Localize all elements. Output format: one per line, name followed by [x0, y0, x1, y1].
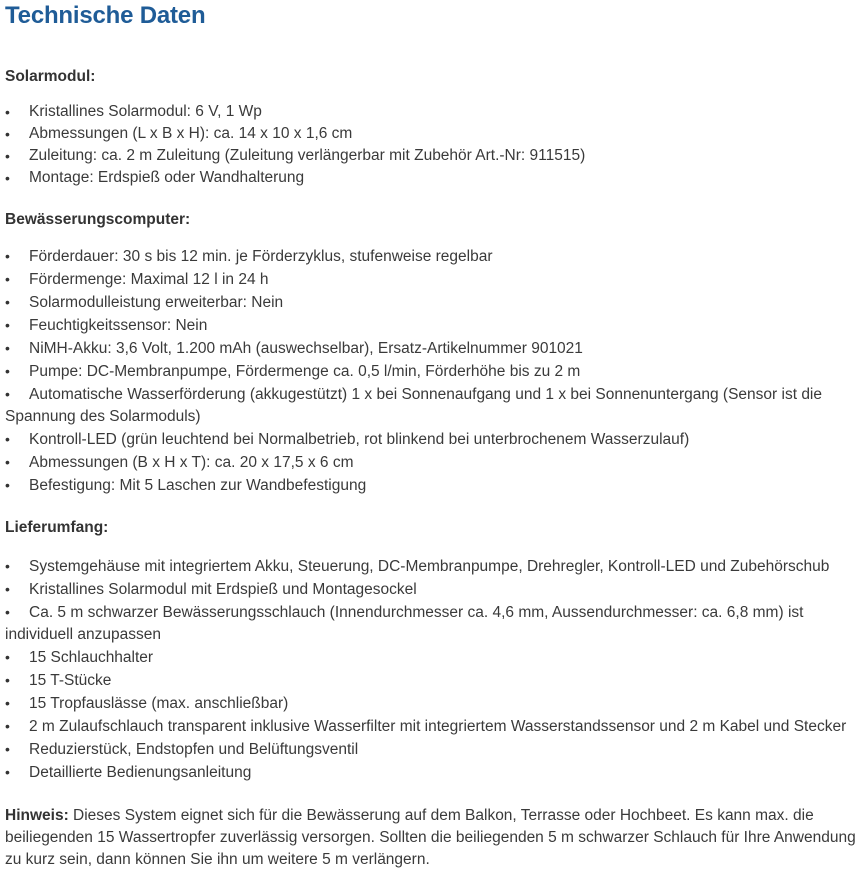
list-item: • 15 Tropfauslässe (max. anschließbar): [5, 692, 864, 715]
list-item: • Feuchtigkeitssensor: Nein: [5, 314, 864, 337]
list-item: • Abmessungen (B x H x T): ca. 20 x 17,5 x 6 cm: [5, 451, 864, 474]
bullet-icon: •: [5, 386, 10, 402]
bullet-icon: •: [5, 672, 10, 688]
bullet-icon: •: [5, 581, 10, 597]
bullet-icon: •: [5, 340, 10, 356]
bullet-icon: •: [5, 604, 10, 620]
lieferumfang-list: [5, 555, 864, 784]
list-item: • 15 T-Stücke: [5, 669, 864, 692]
bullet-icon: •: [5, 126, 10, 142]
hint-label: Hinweis:: [5, 807, 69, 824]
bullet-icon: •: [5, 741, 10, 757]
list-item: • Montage: Erdspieß oder Wandhalterung: [5, 167, 864, 189]
hint-paragraph: [5, 805, 864, 871]
bullet-icon: •: [5, 718, 10, 734]
list-item: • 2 m Zulaufschlauch transparent inklusive Wasserfilter mit integriertem Wasserstandssensor und 2 m Kabel und Stecker: [5, 715, 864, 738]
bullet-icon: •: [5, 695, 10, 711]
list-item: • Ca. 5 m schwarzer Bewässerungsschlauch (Innendurchmesser ca. 4,6 mm, Aussendurchmesser: ca. 6,8 mm) ist individuell anzupassen: [5, 601, 864, 646]
section-heading-bewaesserungscomputer: Bewässerungscomputer:: [5, 211, 191, 228]
list-item: • NiMH-Akku: 3,6 Volt, 1.200 mAh (auswechselbar), Ersatz-Artikelnummer 901021: [5, 337, 864, 360]
list-item: • Automatische Wasserförderung (akkugestützt) 1 x bei Sonnenaufgang und 1 x bei Sonnenuntergang (Sensor ist die Spannung des Solarmoduls): [5, 383, 864, 428]
list-item: • Solarmodulleistung erweiterbar: Nein: [5, 291, 864, 314]
list-item: • Kontroll-LED (grün leuchtend bei Normalbetrieb, rot blinkend bei unterbrochenem Wasserzulauf): [5, 428, 864, 451]
list-item: • Kristallines Solarmodul: 6 V, 1 Wp: [5, 101, 864, 123]
list-item: • Pumpe: DC-Membranpumpe, Fördermenge ca. 0,5 l/min, Förderhöhe bis zu 2 m: [5, 360, 864, 383]
list-item: • Systemgehäuse mit integriertem Akku, Steuerung, DC-Membranpumpe, Drehregler, Kontroll-LED und Zubehörschub: [5, 555, 864, 578]
list-item: • Detaillierte Bedienungsanleitung: [5, 761, 864, 784]
bullet-icon: •: [5, 248, 10, 264]
bullet-icon: •: [5, 454, 10, 470]
list-item: • Abmessungen (L x B x H): ca. 14 x 10 x 1,6 cm: [5, 123, 864, 145]
list-item: • Reduzierstück, Endstopfen und Belüftungsventil: [5, 738, 864, 761]
bewaesserungscomputer-list: [5, 245, 864, 497]
list-item: • Förderdauer: 30 s bis 12 min. je Förderzyklus, stufenweise regelbar: [5, 245, 864, 268]
list-item: • Kristallines Solarmodul mit Erdspieß und Montagesockel: [5, 578, 864, 601]
bullet-icon: •: [5, 170, 10, 186]
solarmodul-list: [5, 101, 864, 189]
list-item: • Befestigung: Mit 5 Laschen zur Wandbefestigung: [5, 474, 864, 497]
bullet-icon: •: [5, 271, 10, 287]
bullet-icon: •: [5, 148, 10, 164]
bullet-icon: •: [5, 317, 10, 333]
bullet-icon: •: [5, 363, 10, 379]
bullet-icon: •: [5, 558, 10, 574]
hint-text: Dieses System eignet sich für die Bewässerung auf dem Balkon, Terrasse oder Hochbeet. Es kann max. die beiliegenden 15 Wassertropfer zuverlässig versorgen. Sollten die beiliegenden 5 m schwarzer Schlauch für Ihre Anwendung zu kurz sein, dann können Sie ihn um weitere 5 m verlängern.: [5, 807, 856, 868]
list-item: • 15 Schlauchhalter: [5, 646, 864, 669]
section-heading-lieferumfang: Lieferumfang:: [5, 519, 109, 536]
page-title: Technische Daten: [5, 2, 206, 29]
bullet-icon: •: [5, 649, 10, 665]
bullet-icon: •: [5, 477, 10, 493]
section-heading-solarmodul: Solarmodul:: [5, 68, 96, 85]
bullet-icon: •: [5, 764, 10, 780]
bullet-icon: •: [5, 104, 10, 120]
list-item: • Zuleitung: ca. 2 m Zuleitung (Zuleitung verlängerbar mit Zubehör Art.-Nr: 911515): [5, 145, 864, 167]
bullet-icon: •: [5, 431, 10, 447]
list-item: • Fördermenge: Maximal 12 l in 24 h: [5, 268, 864, 291]
bullet-icon: •: [5, 294, 10, 310]
